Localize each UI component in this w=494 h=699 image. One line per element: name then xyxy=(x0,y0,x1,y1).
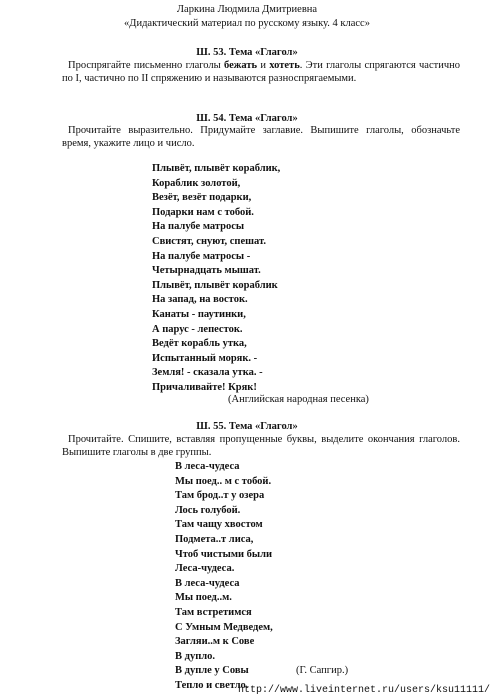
exercise-54-instructions: Прочитайте выразительно. Придумайте заглавие. Выпишите глаголы, обозначьте время, укажите лицо и число. xyxy=(62,125,460,149)
poem-line: В леса-чудеса xyxy=(175,577,240,589)
exercise-53-text-b: и xyxy=(257,60,270,71)
poem-line: Причаливайте! Кряк! xyxy=(152,381,257,393)
poem-line: Леса-чудеса. xyxy=(175,563,235,575)
exercise-53-title: Ш. 53. Тема «Глагол» xyxy=(196,47,298,58)
exercise-53-text xyxy=(62,60,460,85)
poem-line: Загляи..м к Сове xyxy=(175,636,255,648)
poem-line: Канаты - паутинки, xyxy=(152,308,246,320)
poem-line: Тепло и светло. xyxy=(175,679,249,691)
poem-line: На палубе матросы xyxy=(152,221,245,233)
poem-line: Лось голубой. xyxy=(175,504,241,516)
poem-line: Подарки нам с тобой. xyxy=(152,206,254,218)
watermark-url: http://www.liveinternet.ru/users/ksu11111/ xyxy=(237,685,490,696)
poem-line: Плывёт, плывёт кораблик, xyxy=(152,163,281,174)
exercise-54-attribution: (Английская народная песенка) xyxy=(228,394,369,405)
poem-line: В дупле у Совы xyxy=(175,665,249,677)
poem-line: Чтоб чистыми были xyxy=(175,548,273,560)
poem-line: На запад, на восток. xyxy=(152,294,248,306)
exercise-55-attribution: (Г. Сапгир.) xyxy=(296,665,349,676)
verb-bezhat: бежать xyxy=(224,60,258,71)
poem-line: А парус - лепесток. xyxy=(152,323,243,335)
poem-line: Мы поед.. м с тобой. xyxy=(175,475,272,487)
exercise-55-title: Ш. 55. Тема «Глагол» xyxy=(196,421,298,432)
poem-line: Четырнадцать мышат. xyxy=(152,265,261,277)
poem-line: Свистят, снуют, спешат. xyxy=(152,235,266,247)
poem-line: С Умным Медведем, xyxy=(175,621,273,633)
verb-hotet: хотеть xyxy=(269,60,300,71)
exercise-53-text-a: Проспрягайте письменно глаголы xyxy=(68,60,224,71)
poem-line: Мы поед..м. xyxy=(175,592,232,604)
poem-line: В дупло. xyxy=(175,650,216,662)
author-line: Ларкина Людмила Дмитриевна xyxy=(176,4,318,15)
exercise-53-text-c: . Эти глаголы спрягаются частично по I, частично по II спряжению и называются разноспрягаемыми. xyxy=(62,60,460,84)
poem-line: Ведёт корабль утка, xyxy=(152,338,247,350)
poem-line: Испытанный моряк. - xyxy=(152,352,258,364)
poem-line: Кораблик золотой, xyxy=(152,177,241,189)
exercise-55-instructions: Прочитайте. Спишите, вставляя пропущенные буквы, выделите окончания глаголов. Выпишите глаголы в две группы. xyxy=(62,434,460,458)
poem-line: Плывёт, плывёт кораблик xyxy=(152,279,278,291)
exercise-54-poem xyxy=(152,162,280,396)
poem-line: Земля! - сказала утка. - xyxy=(152,367,263,379)
poem-line: Везёт, везёт подарки, xyxy=(152,192,252,204)
poem-line: Подмета..т лиса, xyxy=(175,533,254,545)
poem-line: Там чащу хвостом xyxy=(175,519,263,531)
poem-line: В леса-чудеса xyxy=(175,461,240,472)
exercise-55-poem xyxy=(175,460,273,694)
exercise-55-text xyxy=(62,434,460,459)
exercise-54-title: Ш. 54. Тема «Глагол» xyxy=(196,113,298,124)
poem-line: На палубе матросы - xyxy=(152,250,251,262)
poem-line: Там брод..т у озера xyxy=(175,490,265,502)
poem-line: Там встретимся xyxy=(175,606,252,618)
exercise-54-text xyxy=(62,125,460,150)
document-subtitle: «Дидактический материал по русскому языку. 4 класс» xyxy=(124,18,370,29)
